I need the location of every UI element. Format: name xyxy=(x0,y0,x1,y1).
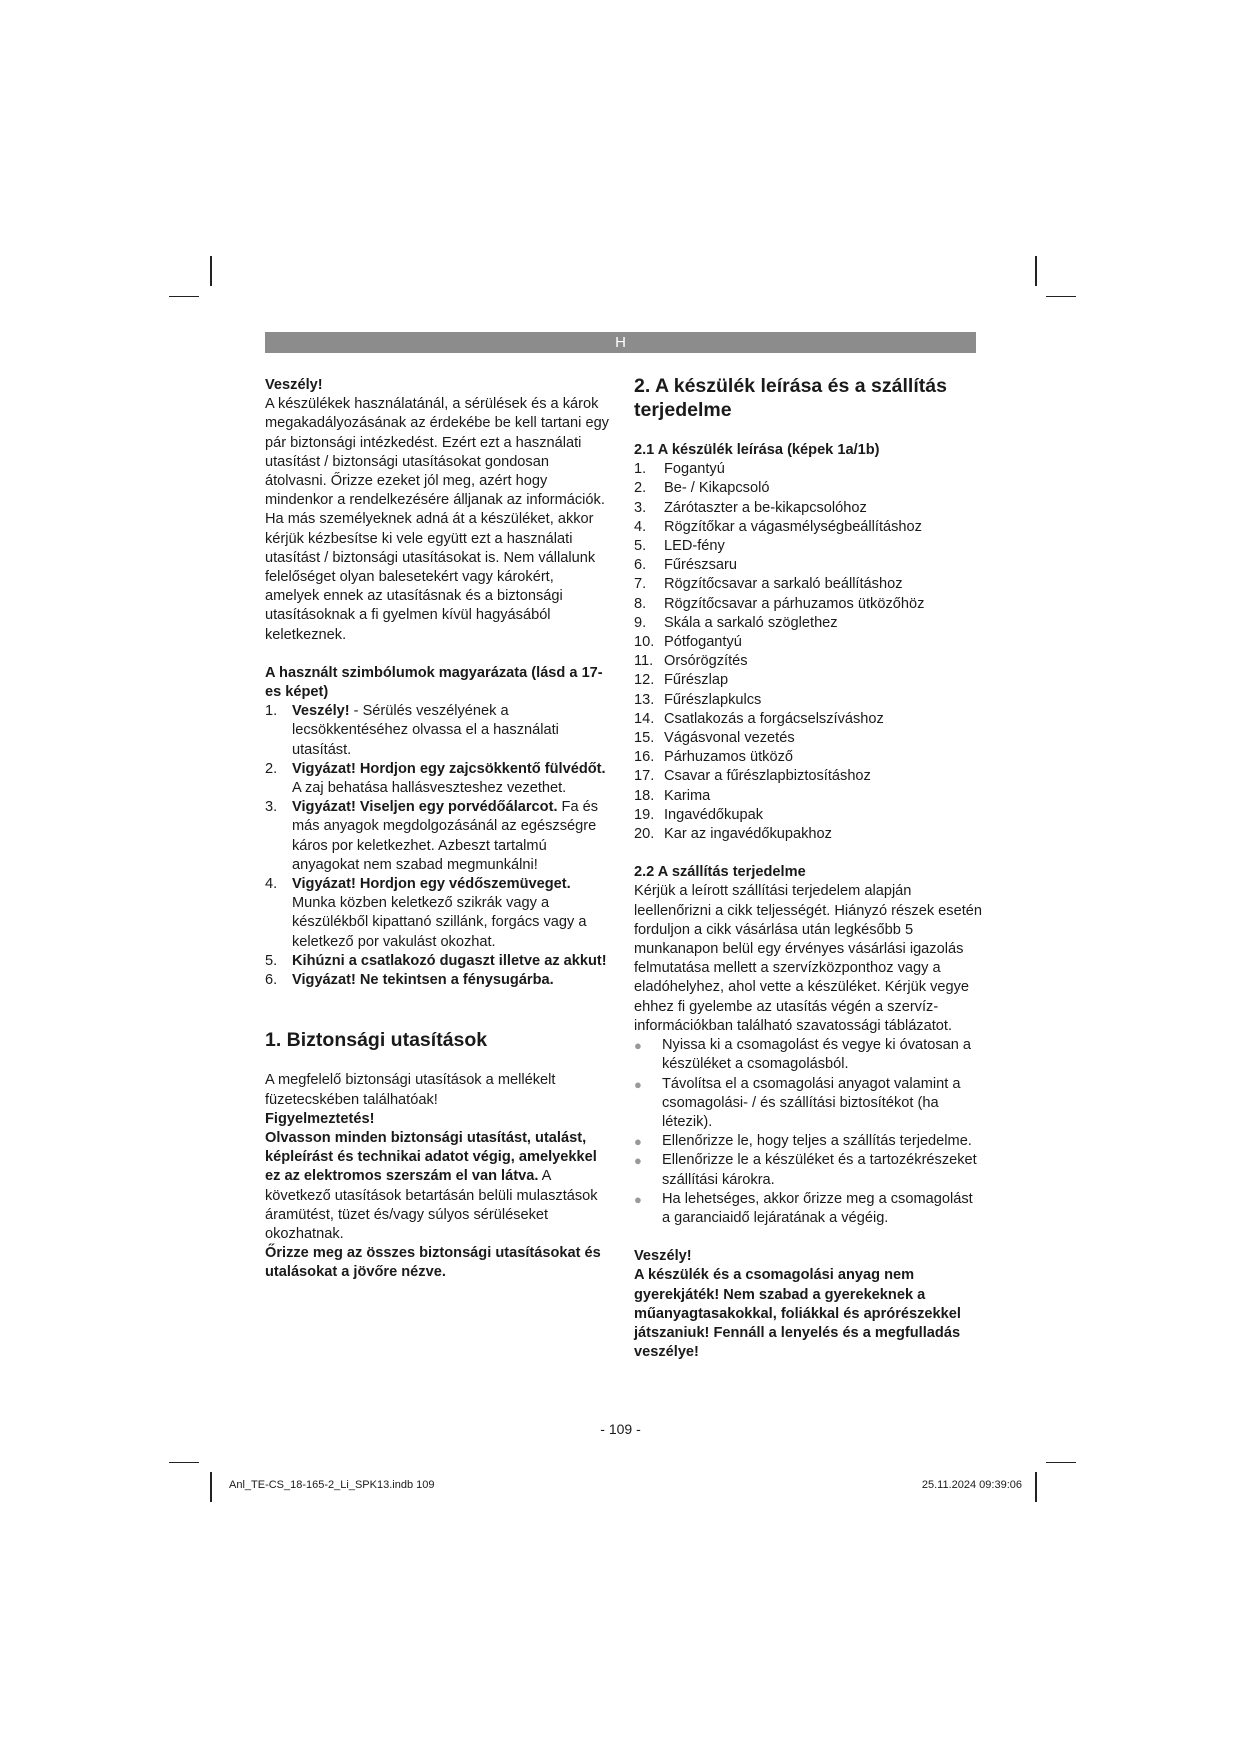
child-warning-title: Veszély! xyxy=(634,1248,692,1265)
part-label: Rögzítőcsavar a párhuzamos ütközőhöz xyxy=(664,595,925,612)
part-label: Ingavédőkupak xyxy=(664,806,763,823)
bullet-icon: ● xyxy=(634,1191,642,1207)
list-item xyxy=(634,787,982,806)
crop-mark xyxy=(1035,1472,1037,1502)
part-label: Skála a sarkaló szöglethez xyxy=(664,614,838,631)
symbol-bold: Vigyázat! Hordjon egy védőszemüveget. xyxy=(292,876,571,893)
list-item xyxy=(634,729,982,748)
list-item xyxy=(634,825,982,844)
list-item xyxy=(634,671,982,690)
list-item xyxy=(634,479,982,498)
crop-mark xyxy=(1046,296,1076,297)
symbol-num: 2. xyxy=(265,760,278,777)
symbol-bold: Vigyázat! Ne tekintsen a fénysugárba. xyxy=(292,972,554,989)
part-num: 2. xyxy=(634,480,647,497)
part-num: 1. xyxy=(634,461,647,478)
part-num: 17. xyxy=(634,768,655,785)
list-item xyxy=(634,806,982,825)
section1-keep: Őrizze meg az összes biztonsági utasításokat és utalásokat a jövőre nézve. xyxy=(265,1245,601,1281)
part-label: Be- / Kikapcsoló xyxy=(664,480,770,497)
list-item xyxy=(634,1190,982,1228)
part-label: Karima xyxy=(664,787,711,804)
part-label: Párhuzamos ütköző xyxy=(664,749,793,766)
symbol-bold: Veszély! xyxy=(292,703,350,720)
symbols-list xyxy=(265,702,611,990)
file-info: Anl_TE-CS_18-165-2_Li_SPK13.indb 109 xyxy=(229,1479,435,1491)
timestamp: 25.11.2024 09:39:06 xyxy=(921,1479,1022,1491)
symbol-num: 5. xyxy=(265,952,278,969)
part-label: Fűrészsaru xyxy=(664,557,737,574)
symbol-text: Fa és más anyagok megdolgozásánál az egészségre káros por keletkezhet. Azbeszt tartalmú anyagokat nem szabad megmunkálni! xyxy=(292,799,599,873)
part-label: Rögzítőcsavar a sarkaló beállításhoz xyxy=(664,576,903,593)
list-item xyxy=(634,691,982,710)
section1-warn-paragraph xyxy=(265,1129,611,1244)
symbol-item xyxy=(265,798,611,875)
part-num: 14. xyxy=(634,710,655,727)
section1-warn-title: Figyelmeztetés! xyxy=(265,1110,375,1127)
part-label: Orsórögzítés xyxy=(664,653,748,670)
page-number: - 109 - xyxy=(600,1421,641,1437)
warning-body: A készülékek használatánál, a sérülések és a károk megakadályozásának az érdekébe be kell tartani egy pár biztonsági intézkedést. Ezért ezt a használati utasítást / biztonsági utasításokat gondosan átolvasni. Őrizze ezeket jól meg, azért hogy mindenkor a rendelkezésére álljanak az információk. Ha más személyeknek adná át a készüléket, akkor kérjük kézbesítse ki vele együtt ezt a használati utasítást / biztonsági utasításokat is. Nem vállalunk felelőséget olyan balesetekért vagy károkért, amelyek ennek az utasításnak és a biztonsági utasításoknak a fi gyelmen kívül hagyásából keletkeznek. xyxy=(265,396,609,643)
part-num: 3. xyxy=(634,499,647,516)
part-num: 10. xyxy=(634,634,655,651)
section1-warn-bold: Olvasson minden biztonsági utasítást, utalást, képleírást és technikai adatot végig, amelyekkel ez az elektromos szerszám el van látva. xyxy=(265,1129,597,1185)
symbol-num: 6. xyxy=(265,972,278,989)
crop-mark xyxy=(1035,256,1037,286)
list-item xyxy=(634,1075,982,1133)
language-code: H xyxy=(615,334,626,351)
part-label: Csavar a fűrészlapbiztosításhoz xyxy=(664,768,871,785)
crop-mark xyxy=(210,1472,212,1502)
part-num: 5. xyxy=(634,538,647,555)
list-item xyxy=(634,633,982,652)
part-num: 18. xyxy=(634,787,655,804)
list-item xyxy=(634,575,982,594)
part-num: 6. xyxy=(634,557,647,574)
part-num: 15. xyxy=(634,730,655,747)
bullet-text: Távolítsa el a csomagolási anyagot valamint a csomagolási- / és szállítási biztosítékot (ha létezik). xyxy=(662,1075,961,1130)
part-num: 4. xyxy=(634,518,647,535)
symbol-text: Munka közben keletkező szikrák vagy a készülékből kipattanó szillánk, forgács vagy a keletkező por vakulást okozhat. xyxy=(292,895,587,950)
language-header-bar xyxy=(265,332,976,353)
part-num: 7. xyxy=(634,576,647,593)
part-label: Fűrészlapkulcs xyxy=(664,691,762,708)
bullet-icon: ● xyxy=(634,1038,642,1054)
list-item xyxy=(634,710,982,729)
list-item xyxy=(634,748,982,767)
part-label: Vágásvonal vezetés xyxy=(664,730,795,747)
child-warning-body: A készülék és a csomagolási anyag nem gyerekjáték! Nem szabad a gyerekeknek a műanyagtasakokkal, foliákkal és aprórészekkel játszaniuk! Fennáll a lenyelés és a megfulladás veszélye! xyxy=(634,1267,961,1361)
symbol-bold: Kihúzni a csatlakozó dugaszt illetve az akkut! xyxy=(292,952,607,969)
left-column xyxy=(265,376,611,1283)
list-item xyxy=(634,499,982,518)
warning-title: Veszély! xyxy=(265,377,323,393)
part-num: 13. xyxy=(634,691,655,708)
list-item xyxy=(634,556,982,575)
crop-mark xyxy=(169,296,199,297)
symbol-item xyxy=(265,760,611,798)
symbol-item xyxy=(265,952,611,971)
part-label: Fogantyú xyxy=(664,461,725,478)
part-num: 11. xyxy=(634,653,654,670)
sub22-title: 2.2 A szállítás terjedelme xyxy=(634,864,806,881)
part-label: LED-fény xyxy=(664,538,725,555)
list-item xyxy=(634,460,982,479)
bullet-text: Ellenőrizze le, hogy teljes a szállítás terjedelme. xyxy=(662,1133,972,1150)
symbol-item xyxy=(265,702,611,760)
section2-title: 2. A készülék leírása és a szállítás terjedelme xyxy=(634,375,947,421)
part-num: 8. xyxy=(634,595,647,612)
symbols-title: A használt szimbólumok magyarázata (lásd a 17-es képet) xyxy=(265,664,603,701)
unpacking-list xyxy=(634,1036,982,1228)
part-num: 19. xyxy=(634,806,655,823)
part-num: 9. xyxy=(634,614,647,631)
symbol-num: 3. xyxy=(265,799,278,816)
list-item xyxy=(634,518,982,537)
crop-mark xyxy=(210,256,212,286)
section1-title: 1. Biztonsági utasítások xyxy=(265,1029,488,1052)
symbol-text: A zaj behatása hallásveszteshez vezethet. xyxy=(292,780,567,797)
symbol-bold: Vigyázat! Viseljen egy porvédőálarcot. xyxy=(292,799,558,816)
list-item xyxy=(634,652,982,671)
symbol-num: 4. xyxy=(265,876,278,893)
bullet-text: Ellenőrizze le a készüléket és a tartozékrészeket szállítási károkra. xyxy=(662,1152,977,1188)
part-label: Csatlakozás a forgácselszíváshoz xyxy=(664,710,884,727)
list-item xyxy=(634,537,982,556)
part-num: 20. xyxy=(634,826,655,843)
part-num: 12. xyxy=(634,672,655,689)
part-label: Zárótaszter a be-kikapcsolóhoz xyxy=(664,499,867,516)
bullet-text: Nyissa ki a csomagolást és vegye ki óvatosan a készüléket a csomagolásból. xyxy=(662,1037,972,1073)
list-item xyxy=(634,1151,982,1189)
bullet-icon: ● xyxy=(634,1134,642,1150)
part-label: Kar az ingavédőkupakhoz xyxy=(664,826,832,843)
symbol-text: - Sérülés veszélyének a lecsökkentéséhez olvassa el a használati utasítást. xyxy=(292,703,559,758)
list-item xyxy=(634,595,982,614)
symbol-item xyxy=(265,875,611,952)
list-item xyxy=(634,1132,982,1151)
list-item xyxy=(634,767,982,786)
part-label: Fűrészlap xyxy=(664,672,729,689)
bullet-icon: ● xyxy=(634,1076,642,1092)
symbol-bold: Vigyázat! Hordjon egy zajcsökkentő fülvédőt. xyxy=(292,760,606,777)
crop-mark xyxy=(169,1462,199,1463)
part-label: Pótfogantyú xyxy=(664,634,742,651)
symbol-num: 1. xyxy=(265,703,278,720)
symbol-item xyxy=(265,971,611,990)
section1-intro: A megfelelő biztonsági utasítások a mellékelt füzetecskében találhatóak! xyxy=(265,1072,556,1108)
parts-list xyxy=(634,460,982,844)
bullet-icon: ● xyxy=(634,1153,642,1169)
right-column xyxy=(634,374,982,1362)
section1-warn-text: A következő utasítások betartásán belüli mulasztások áramütést, tüzet és/vagy súlyos sérüléseket okozhatnak. xyxy=(265,1168,598,1242)
sub22-body: Kérjük a leírott szállítási terjedelem alapján leellenőrizni a cikk teljességét. Hiányzó részek esetén forduljon a cikk vásárlása után legkésőbb 5 munkanapon belül egy érvényes vásárlási igazolás felmutatása mellett a szervízközponthoz vagy a eladóhelyhez, ahol vette a készüléket. Kérjük vegye ehhez fi gyelembe az utasítás végén a szervíz-információkban található szavatossági táblázatot. xyxy=(634,883,982,1034)
list-item xyxy=(634,614,982,633)
sub21-title: 2.1 A készülék leírása (képek 1a/1b) xyxy=(634,442,880,458)
part-num: 16. xyxy=(634,749,655,766)
part-label: Rögzítőkar a vágasmélységbeállításhoz xyxy=(664,518,922,535)
crop-mark xyxy=(1046,1462,1076,1463)
list-item xyxy=(634,1036,982,1074)
bullet-text: Ha lehetséges, akkor őrizze meg a csomagolást a garanciaidő lejáratának a végéig. xyxy=(662,1190,973,1226)
